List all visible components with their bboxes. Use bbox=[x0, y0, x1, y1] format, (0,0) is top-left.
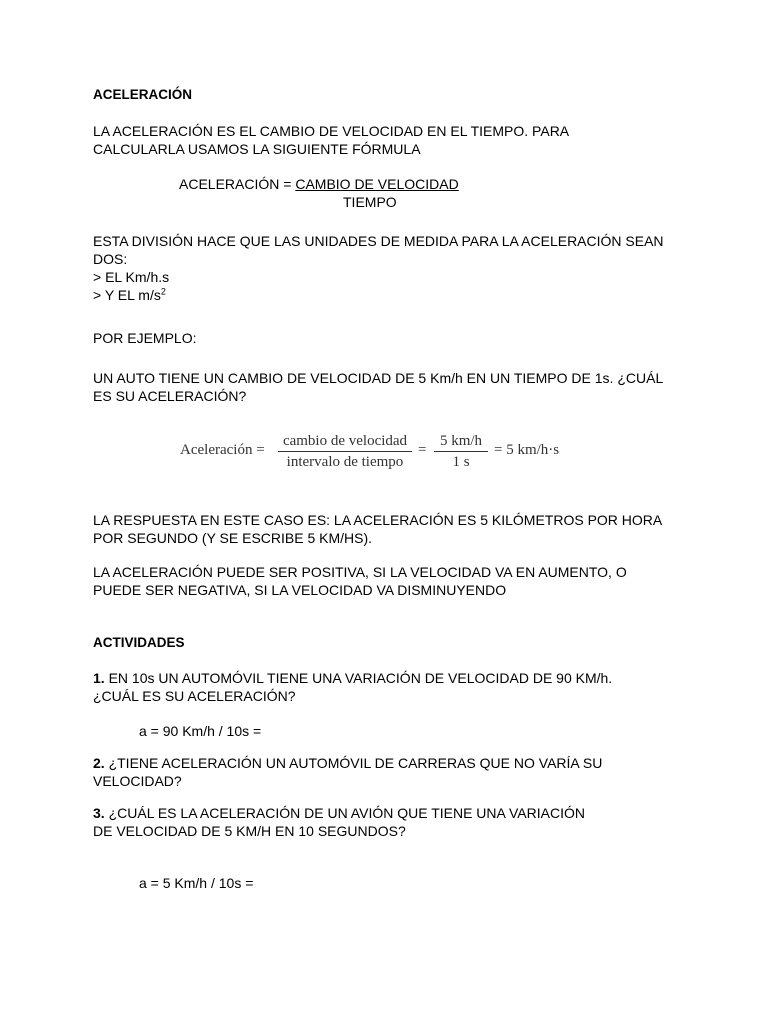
answer-line-1: LA RESPUESTA EN ESTE CASO ES: LA ACELERACIÓN ES 5 KILÓMETROS POR HORA bbox=[93, 512, 663, 528]
equation-frac2-numerator: 5 km/h bbox=[434, 432, 488, 452]
activities-heading: ACTIVIDADES bbox=[93, 635, 185, 650]
q1-number: 1. bbox=[93, 670, 105, 686]
units-item-2 bbox=[93, 286, 676, 304]
equation-result: = 5 km/h·s bbox=[494, 442, 560, 458]
page-title: ACELERACIÓN bbox=[93, 87, 193, 102]
equation-lhs: Aceleración = bbox=[180, 442, 265, 458]
problem-line-2: ES SU ACELERACIÓN? bbox=[93, 388, 247, 404]
units-item-2-text: > Y EL m/s bbox=[93, 287, 161, 303]
formula-numerator: CAMBIO DE VELOCIDAD bbox=[295, 176, 459, 192]
example-problem bbox=[93, 369, 676, 405]
intro-line-2: CALCULARLA USAMOS LA SIGUIENTE FÓRMULA bbox=[93, 141, 421, 157]
sign-paragraph bbox=[93, 563, 676, 599]
q2-line-2: VELOCIDAD? bbox=[93, 773, 182, 789]
example-label: POR EJEMPLO: bbox=[93, 330, 197, 346]
q3-work: a = 5 Km/h / 10s = bbox=[139, 875, 254, 891]
question-1 bbox=[93, 669, 676, 705]
q2-line-1 bbox=[93, 754, 676, 772]
units-item-1: > EL Km/h.s bbox=[93, 269, 170, 285]
q2-number: 2. bbox=[93, 755, 105, 771]
answer-line-2: POR SEGUNDO (Y SE ESCRIBE 5 KM/HS). bbox=[93, 530, 373, 546]
q3-number: 3. bbox=[93, 805, 105, 821]
equation-frac1-denominator: intervalo de tiempo bbox=[286, 454, 404, 470]
units-line-2: DOS: bbox=[93, 251, 128, 267]
problem-line-1: UN AUTO TIENE UN CAMBIO DE VELOCIDAD DE 5 Km/h EN UN TIEMPO DE 1s. ¿CUÁL bbox=[93, 370, 664, 386]
answer-paragraph bbox=[93, 511, 676, 547]
q3-line-2: DE VELOCIDAD DE 5 KM/H EN 10 SEGUNDOS? bbox=[93, 823, 406, 839]
units-paragraph bbox=[93, 232, 676, 304]
formula-numerator-row bbox=[179, 175, 459, 193]
sign-line-2: PUEDE SER NEGATIVA, SI LA VELOCIDAD VA DISMINUYENDO bbox=[93, 582, 507, 598]
q3-line-1 bbox=[93, 804, 676, 822]
equation-fraction-1 bbox=[278, 432, 412, 471]
question-2 bbox=[93, 754, 676, 790]
intro-paragraph bbox=[93, 122, 676, 158]
equation-frac2-denominator: 1 s bbox=[452, 454, 470, 470]
sign-line-1: LA ACELERACIÓN PUEDE SER POSITIVA, SI LA VELOCIDAD VA EN AUMENTO, O bbox=[93, 564, 627, 580]
units-item-2-superscript: 2 bbox=[160, 286, 166, 297]
q1-line-1 bbox=[93, 669, 676, 687]
intro-line-1: LA ACELERACIÓN ES EL CAMBIO DE VELOCIDAD EN EL TIEMPO. PARA bbox=[93, 123, 570, 139]
q3-text: ¿CUÁL ES LA ACELERACIÓN DE UN AVIÓN QUE TIENE UNA VARIACIÓN bbox=[104, 805, 585, 821]
units-line-1: ESTA DIVISIÓN HACE QUE LAS UNIDADES DE MEDIDA PARA LA ACELERACIÓN SEAN bbox=[93, 233, 664, 249]
equation-frac1-numerator: cambio de velocidad bbox=[278, 432, 412, 452]
q1-line-2: ¿CUÁL ES SU ACELERACIÓN? bbox=[93, 688, 296, 704]
question-3 bbox=[93, 804, 676, 840]
formula-lhs: ACELERACIÓN = bbox=[179, 176, 296, 192]
q1-text: EN 10s UN AUTOMÓVIL TIENE UNA VARIACIÓN DE VELOCIDAD DE 90 KM/h. bbox=[104, 670, 613, 686]
formula-denominator: TIEMPO bbox=[343, 194, 397, 210]
equation-fraction-2 bbox=[434, 432, 488, 471]
q2-text: ¿TIENE ACELERACIÓN UN AUTOMÓVIL DE CARRERAS QUE NO VARÍA SU bbox=[104, 755, 603, 771]
q1-work: a = 90 Km/h / 10s = bbox=[139, 723, 262, 739]
equation-equals: = bbox=[418, 442, 427, 458]
